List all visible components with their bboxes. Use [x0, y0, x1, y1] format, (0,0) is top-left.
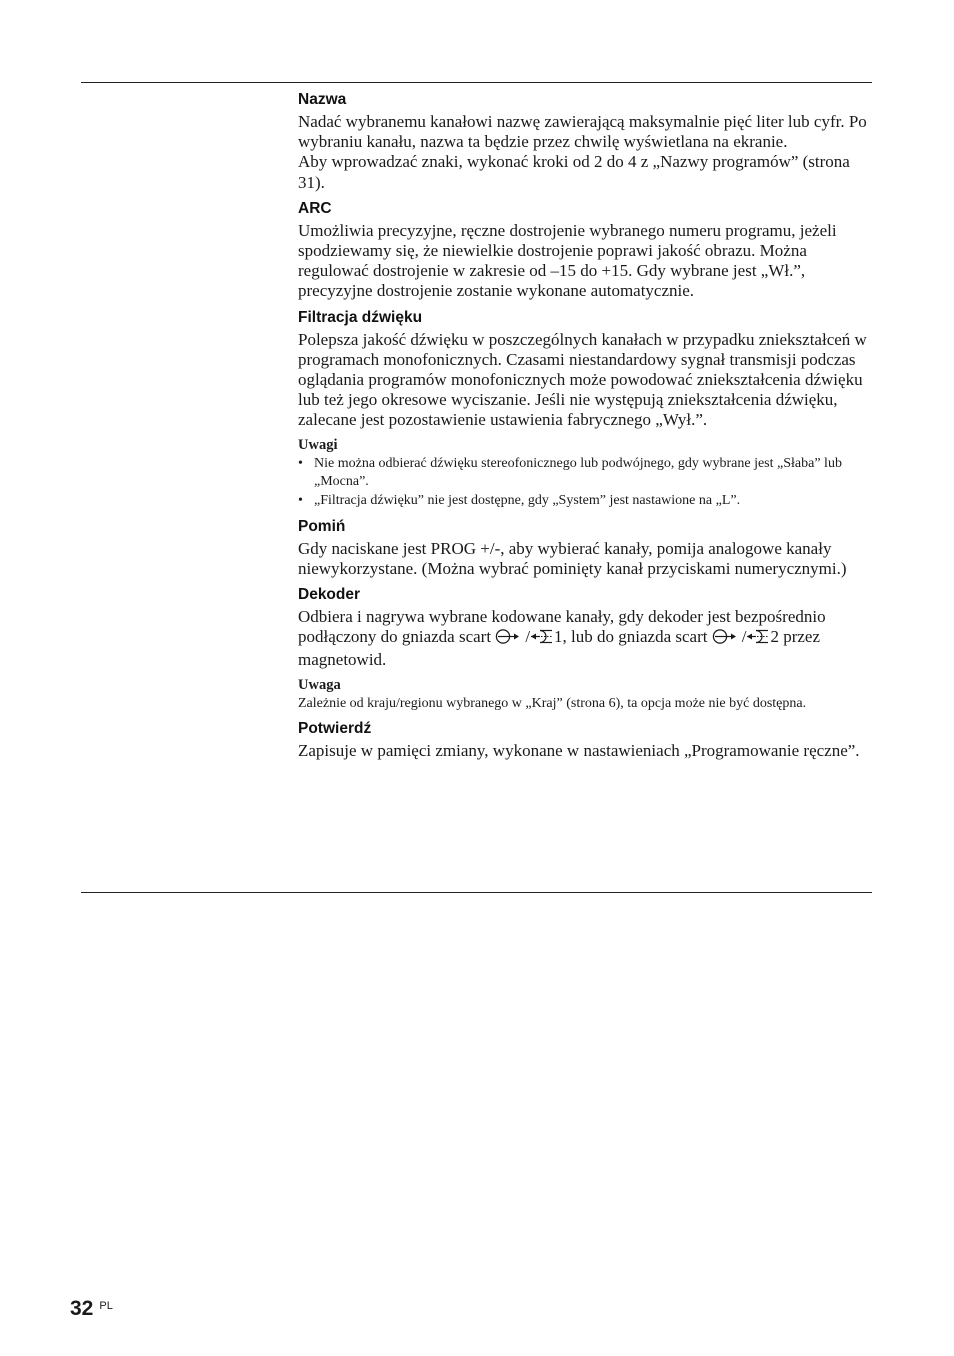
page-language: PL: [99, 1300, 113, 1312]
page-footer: [70, 1297, 113, 1321]
section-title: Filtracja dźwięku: [298, 308, 423, 326]
list-item: [298, 455, 872, 491]
notes-title: Uwagi: [298, 436, 338, 453]
section-title: Pomiń: [298, 517, 346, 535]
bullet: •: [298, 492, 303, 508]
page-number: 32: [70, 1297, 94, 1320]
paragraph: Nadać wybranemu kanałowi nazwę zawierającą maksymalnie pięć liter lub cyfr. Po wybraniu kanału, nazwa ta będzie przez chwilę wyświetlana na ekranie.: [298, 112, 867, 152]
note-text: Nie można odbierać dźwięku stereofonicznego lub podwójnego, gdy wybrane jest „Słaba” lub „Mocna”.: [314, 455, 842, 489]
paragraph: Umożliwia precyzyjne, ręczne dostrojenie wybranego numeru programu, jeżeli spodziewamy się, że niewielkie dostrojenie poprawi jakość obrazu. Można regulować dostrojenie w zakresie od –15 do +15. Gdy wybrane jest „Wł.”, precyzyjne dostrojenie zostanie wykonane automatycznie.: [298, 220, 837, 301]
scart-output-icon: [530, 628, 554, 650]
note-title: Uwaga: [298, 676, 341, 693]
paragraph: Gdy naciskane jest PROG +/-, aby wybierać kanały, pomija analogowe kanały niewykorzystane. (Można wybrać pominięty kanał przyciskami numerycznymi.): [298, 538, 847, 578]
bottom-rule: [81, 892, 872, 893]
bullet: •: [298, 455, 303, 471]
text: /: [525, 627, 531, 647]
section-filtracja-dzwieku: [298, 308, 872, 510]
section-potwierdz: [298, 719, 872, 761]
list-item: [298, 492, 872, 510]
section-title: Dekoder: [298, 586, 361, 604]
text: 2 przez magnetowid.: [298, 627, 821, 670]
section-title: Nazwa: [298, 91, 347, 108]
section-dekoder: [298, 585, 872, 713]
section-pomin: [298, 517, 872, 579]
note-text: Zależnie od kraju/regionu wybranego w „Kraj” (strona 6), ta opcja może nie być dostępna.: [298, 695, 807, 711]
text: Odbiera i nagrywa wybrane kodowane kanały, gdy dekoder jest bezpośrednio podłączony do gniazda scart: [298, 607, 826, 647]
section-title: ARC: [298, 199, 332, 217]
paragraph: [298, 607, 872, 671]
notes-list: [298, 455, 872, 510]
scart-output-icon: [746, 628, 770, 650]
scart-input-icon: [495, 628, 525, 650]
paragraph: Zapisuje w pamięci zmiany, wykonane w nastawieniach „Programowanie ręczne”.: [298, 740, 860, 760]
section-title: Potwierdź: [298, 719, 372, 737]
text: /: [741, 627, 747, 647]
scart-input-icon: [712, 628, 742, 650]
paragraph: Polepsza jakość dźwięku w poszczególnych kanałach w przypadku zniekształceń w programach monofonicznych. Czasami niestandardowy sygnał transmisji podczas oglądania programów monofonicznych może powodować zniekształcenia dźwięku lub też jego okresowe wyciszanie. Jeśli nie występują zniekształcenia dźwięku, zalecane jest pozostawienie ustawienia fabrycznego „Wył.”.: [298, 329, 867, 430]
text: 1, lub do gniazda scart: [554, 627, 712, 647]
paragraph: Aby wprowadzać znaki, wykonać kroki od 2 do 4 z „Nazwy programów” (strona 31).: [298, 152, 850, 192]
note-text: „Filtracja dźwięku” nie jest dostępne, gdy „System” jest nastawione na „L”.: [314, 492, 741, 508]
section-nazwa: [298, 90, 872, 193]
section-arc: [298, 199, 872, 302]
settings-content: [298, 90, 872, 761]
top-rule: [81, 82, 872, 83]
